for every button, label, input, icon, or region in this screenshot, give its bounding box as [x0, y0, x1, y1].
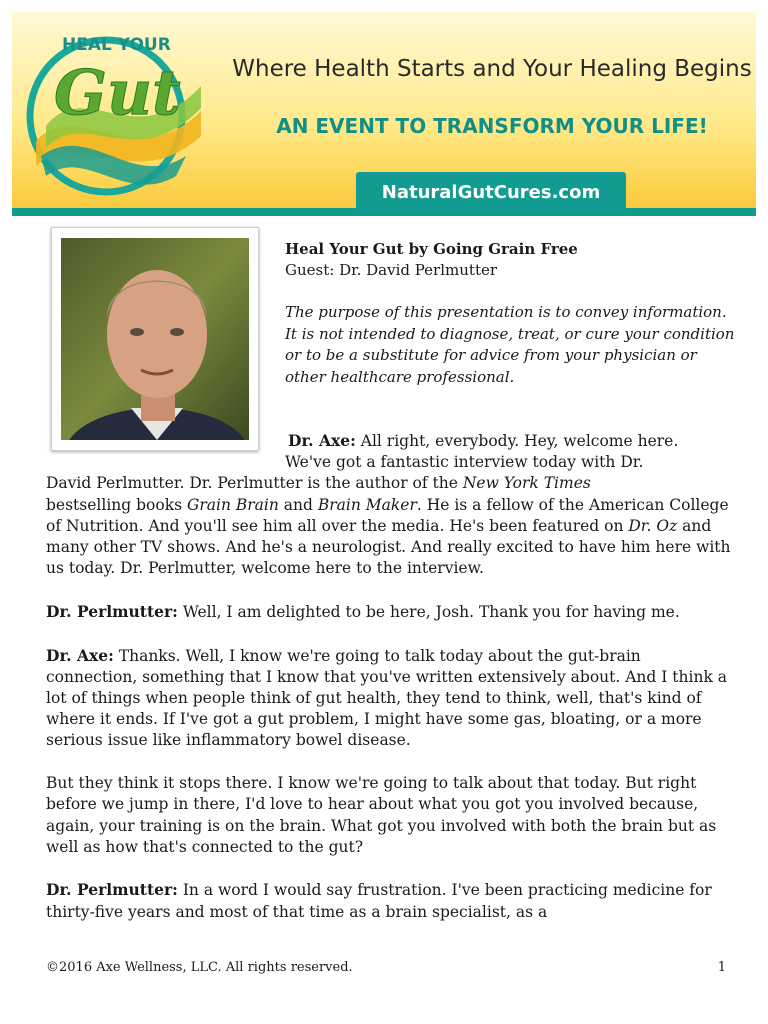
- page-number: 1: [717, 960, 726, 975]
- speaker-label: Dr. Axe:: [288, 431, 356, 450]
- site-link[interactable]: NaturalGutCures.com: [356, 172, 626, 212]
- svg-text:HEAL YOUR: HEAL YOUR: [62, 35, 171, 55]
- interview-header: [285, 239, 735, 281]
- copyright: ©2016 Axe Wellness, LLC. All rights reserved.: [46, 960, 353, 975]
- guest-line: Guest: Dr. David Perlmutter: [285, 261, 498, 279]
- transcript-paragraph: But they think it stops there. I know we're going to talk about that today. But right before we jump in there, I'd love to hear about what you got you involved because, again, your training is on the brain. What got you involved with both the brain but as well as how that's connected to the gut?: [46, 774, 717, 856]
- disclaimer: The purpose of this presentation is to convey information. It is not intended to diagnose, treat, or cure your condition or to be a substitute for advice from your physician or other healthcare professional.: [285, 303, 735, 386]
- speaker-label: Dr. Perlmutter:: [46, 880, 178, 900]
- interview-title: Heal Your Gut by Going Grain Free: [285, 240, 578, 258]
- transcript-paragraph: Dr. Axe: Thanks. Well, I know we're going to talk today about the gut-brain connection, something that I know that you've written extensively about. And I think a lot of things when people think of gut health, they tend to think, well, that's kind of where it ends. If I've got a gut problem, I might have some gas, bloating, or a more serious issue like inflammatory bowel disease.: [46, 645, 728, 750]
- transcript-paragraph: Dr. Axe: All right, everybody. Hey, welcome here. We've got a fantastic interview today with Dr. David Perlmutter. Dr. Perlmutter is the author of the New York Times bestselling books Grain Brain and Brain Maker. He is a fellow of the American College of Nutrition. And you'll see him all over the media. He's been featured on Dr. Oz and many other TV shows. And he's a neurologist. And really excited to have him here with us today. Dr. Perlmutter, welcome here to the interview.: [46, 431, 731, 578]
- transcript-paragraph: Dr. Perlmutter: Well, I am delighted to be here, Josh. Thank you for having me.: [46, 601, 680, 621]
- speaker-label: Dr. Perlmutter:: [46, 601, 178, 621]
- guest-photo: [51, 227, 259, 451]
- speaker-label: Dr. Axe:: [46, 645, 114, 665]
- svg-text:Gut: Gut: [54, 56, 181, 129]
- transcript: [46, 430, 736, 944]
- event-tagline: Where Health Starts and Your Healing Begins: [232, 56, 752, 82]
- page-footer: [46, 960, 726, 975]
- transcript-paragraph: Dr. Perlmutter: In a word I would say frustration. I've been practicing medicine for thirty-five years and most of that time as a brain specialist, as a: [46, 880, 712, 921]
- event-subtagline: AN EVENT TO TRANSFORM YOUR LIFE!: [276, 114, 708, 138]
- heal-your-gut-logo: [16, 16, 206, 206]
